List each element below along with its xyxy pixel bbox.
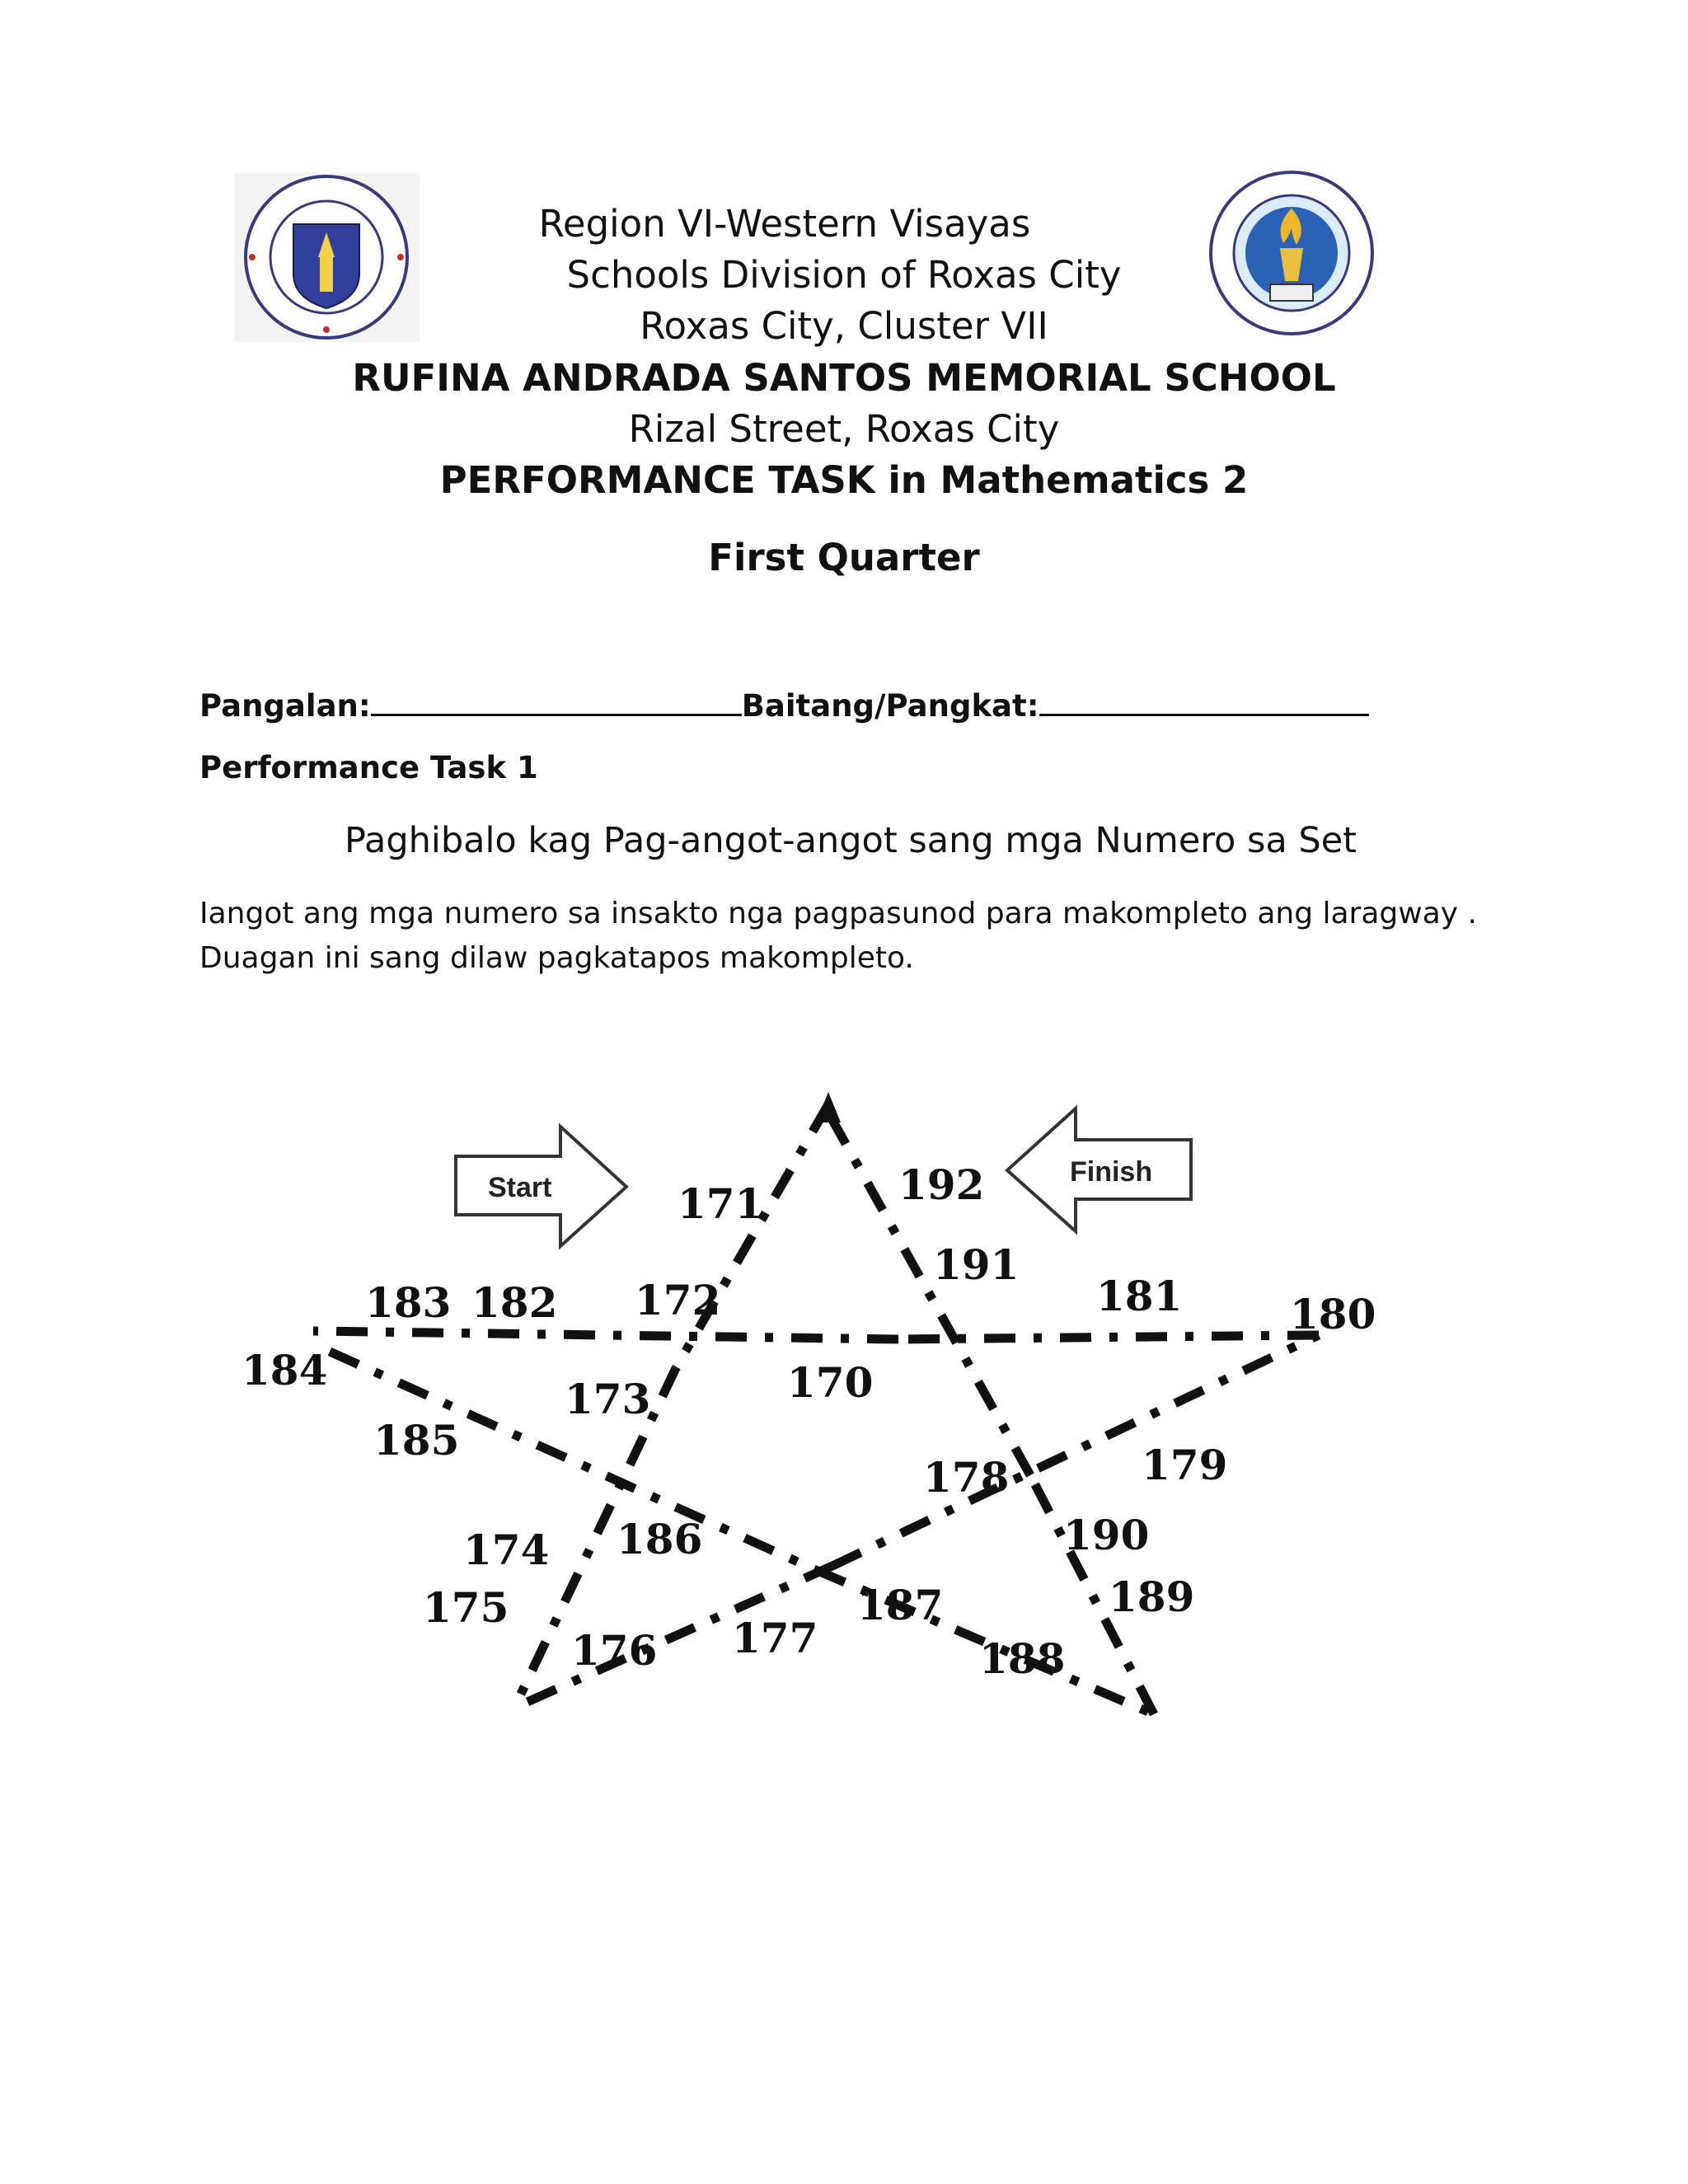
division-line: Schools Division of Roxas City (566, 253, 1122, 297)
start-label: Start (488, 1172, 552, 1203)
grade-section-label: Baitang/Pangkat: (741, 688, 1039, 724)
number-178: 178 (923, 1453, 1010, 1502)
number-187: 187 (857, 1581, 944, 1629)
star-tip-arrow (816, 1092, 841, 1122)
quarter-label: First Quarter (708, 536, 980, 579)
number-185: 185 (373, 1416, 460, 1465)
number-186: 186 (617, 1515, 703, 1563)
number-175: 175 (423, 1583, 509, 1632)
number-184: 184 (241, 1346, 328, 1394)
number-176: 176 (571, 1626, 658, 1675)
number-189: 189 (1109, 1572, 1195, 1621)
name-label: Pangalan: (199, 688, 371, 724)
number-183: 183 (365, 1278, 452, 1327)
task-title: PERFORMANCE TASK in Mathematics 2 (439, 458, 1249, 502)
number-191: 191 (933, 1240, 1020, 1289)
star-edge (898, 1335, 1319, 1339)
finish-arrow (1007, 1108, 1191, 1231)
star-edge (313, 1331, 898, 1339)
instruction-line-1: Iangot ang mga numero sa insakto nga pagpasunod para makompleto ang laragway . (199, 897, 1477, 930)
start-arrow (456, 1127, 626, 1246)
number-180: 180 (1290, 1290, 1376, 1338)
number-172: 172 (635, 1276, 721, 1324)
number-177: 177 (732, 1614, 818, 1662)
number-188: 188 (979, 1634, 1066, 1683)
number-179: 179 (1142, 1441, 1228, 1489)
instruction-line-2: Duagan ini sang dilaw pagkatapos makompleto. (199, 941, 914, 975)
region-line: Region VI-Western Visayas (538, 202, 1031, 246)
number-192: 192 (898, 1160, 985, 1209)
star-edge (676, 1104, 828, 1368)
number-181: 181 (1096, 1272, 1183, 1320)
number-171: 171 (678, 1179, 764, 1228)
number-182: 182 (471, 1278, 558, 1327)
cluster-line: Roxas City, Cluster VII (640, 304, 1048, 348)
number-173: 173 (565, 1375, 651, 1423)
school-name: RUFINA ANDRADA SANTOS MEMORIAL SCHOOL (352, 356, 1336, 400)
task-subtitle: Paghibalo kag Pag-angot-angot sang mga Numero sa Set (345, 820, 1357, 861)
finish-label: Finish (1070, 1156, 1153, 1188)
performance-task-label: Performance Task 1 (199, 750, 538, 785)
number-190: 190 (1063, 1511, 1150, 1559)
number-170: 170 (787, 1358, 874, 1407)
school-address: Rizal Street, Roxas City (628, 407, 1060, 451)
number-174: 174 (463, 1526, 550, 1574)
